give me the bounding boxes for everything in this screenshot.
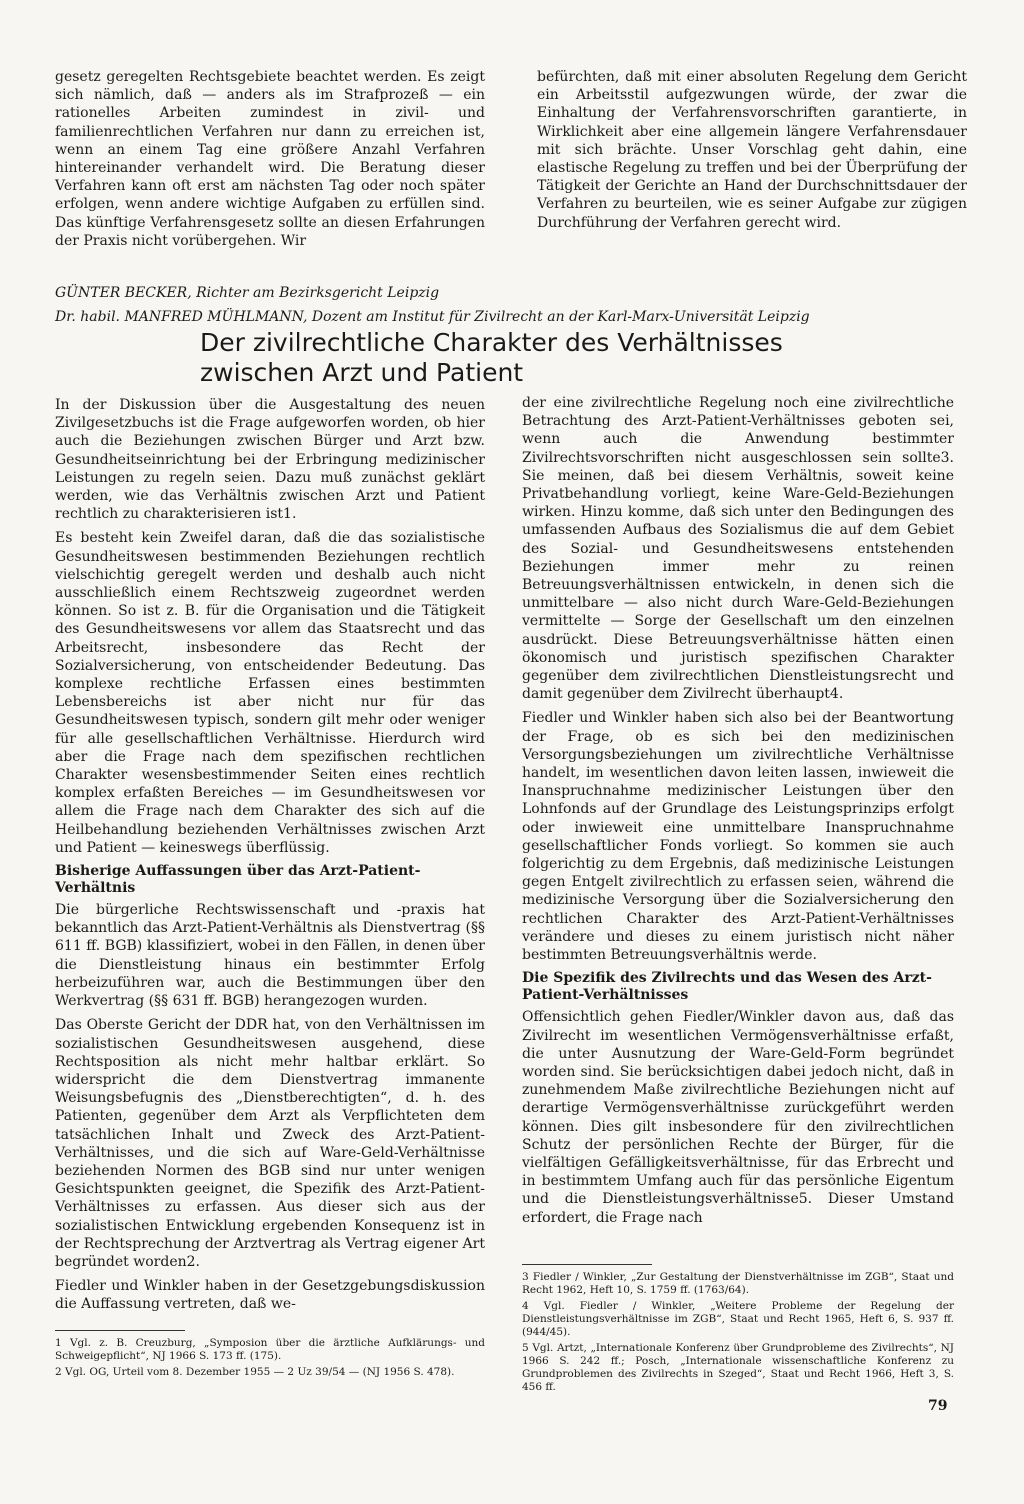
section-heading: Die Spezifik des Zivilrechts und das Wesen des Arzt-Patient-Verhältnisses — [522, 970, 932, 1004]
paragraph: Es besteht kein Zweifel daran, daß die das sozialistische Gesundheitswesen bestimmenden Beziehungen rechtlich vielschichtig geregelt werden und deshalb auch nicht ausschließlich einem Rechtszweig zugeordnet werden können. So ist z. B. für die Organisation und die Tätigkeit des Gesundheitswesens vor allem das Staatsrecht und das Arbeitsrecht, insbesondere das Recht der Sozialversicherung, von entscheidender Bedeutung. Das komplexe rechtliche Erfassen eines bestimmten Lebensbereichs ist aber nicht nur für das Gesundheitswesen typisch, sondern gilt mehr oder weniger für alle gesellschaftlichen Verhältnisse. Hierdurch wird aber die Frage nach dem spezifischen rechtlichen Charakter wesensbestimmender Seiten eines rechtlich komplex erfaßten Bereiches — im Gesundheitswesen vor allem die Frage nach dem Charakter des sich auf die Heilbehandlung beziehenden Verhältnisses zwischen Arzt und Patient — keineswegs überflüssig. — [55, 530, 485, 856]
footnotes-left — [55, 1322, 485, 1382]
paragraph: der eine zivilrechtliche Regelung noch eine zivilrechtliche Betrachtung des Arzt-Patient-Verhältnisses geboten sei, wenn auch die Anwendung bestimmter Zivilrechtsvorschriften nicht ausgeschlossen sein sollte3. Sie meinen, daß bei diesem Verhältnis, soweit keine Privatbehandlung vorliegt, keine Ware-Geld-Beziehungen wirken. Hinzu komme, daß sich unter den Bedingungen des umfassenden Aufbaus des Sozialismus die auf dem Gebiet des Sozial- und Gesundheitswesens entstehenden Beziehungen immer mehr zu reinen Betreuungsverhältnissen entwickeln, in denen sich die unmittelbare — also nicht durch Ware-Geld-Beziehungen vermittelte — Sorge der Gesellschaft um den einzelnen ausdrückt. Diese Betreuungsverhältnisse hätten einen ökonomisch und juristisch spezifischen Charakter gegenüber dem zivilrechtlichen Dienstleistungsrecht und damit gegenüber dem Zivilrecht überhaupt4. — [522, 395, 954, 703]
footnote: 4 Vgl. Fiedler / Winkler, „Weitere Probleme der Regelung der Dienstleistungsverhältnisse im ZGB“, Staat und Recht 1965, Heft 6, S. 937 ff. (944/45). — [522, 1300, 954, 1338]
footnotes-right — [522, 1256, 954, 1397]
paragraph: In der Diskussion über die Ausgestaltung des neuen Zivilgesetzbuchs ist die Frage aufgeworfen worden, ob hier auch die Beziehungen zwischen Bürger und Arzt bzw. Gesundheitseinrichtung bei der Erbringung medizinischer Leistungen zu regeln seien. Dazu muß zunächst geklärt werden, wie das Verhältnis zwischen Arzt und Patient rechtlich zu charakterisieren ist1. — [55, 397, 485, 523]
article-title — [200, 328, 820, 388]
footnote-divider — [55, 1330, 185, 1331]
footnote: 2 Vgl. OG, Urteil vom 8. Dezember 1955 — 2 Uz 39/54 — (NJ 1956 S. 478). — [55, 1366, 455, 1378]
article-title-line-1: Der zivilrechtliche Charakter des Verhältnisses — [200, 328, 783, 357]
top-right-paragraph: befürchten, daß mit einer absoluten Regelung dem Gericht ein Arbeitsstil aufgezwungen würde, der zwar die Einhaltung der Verfahrensvorschriften garantierte, in Wirklichkeit aber eine allgemein längere Verfahrensdauer mit sich brächte. Unser Vorschlag geht dahin, eine elastische Regelung zu treffen und bei der Überprüfung der Tätigkeit der Gerichte an Hand der Durchschnittsdauer der Verfahren zu beurteilen, wie es seiner Aufgabe zur zügigen Durchführung der Verfahren gerecht wird. — [537, 69, 967, 231]
author-line-1: GÜNTER BECKER, Richter am Bezirksgericht Leipzig — [55, 285, 440, 301]
footnote: 5 Vgl. Artzt, „Internationale Konferenz über Grundprobleme des Zivilrechts“, NJ 1966 S. 242 ff.; Posch, „Internationale wissenschaftliche Konferenz zu Grundproblemen des Zivilrechts in Szeged“, Staat und Recht 1966, Heft 3, S. 456 ff. — [522, 1342, 954, 1393]
author-line-2: Dr. habil. MANFRED MÜHLMANN, Dozent am Institut für Zivilrecht an der Karl-Marx-Universität Leipzig — [55, 309, 810, 325]
paragraph: Fiedler und Winkler haben in der Gesetzgebungsdiskussion die Auffassung vertreten, daß we- — [55, 1278, 485, 1313]
footnote-divider — [522, 1264, 652, 1265]
top-left-column — [55, 68, 485, 256]
body-left-column — [55, 396, 485, 1320]
paragraph: Das Oberste Gericht der DDR hat, von den Verhältnissen im sozialistischen Gesundheitswesen ausgehend, diese Rechtsposition als nicht mehr haltbar erklärt. So widerspricht die dem Dienstvertrag immanente Weisungsbefugnis des „Dienstberechtigten“, d. h. des Patienten, gegenüber dem Arzt als Verpflichteten dem tatsächlichen Inhalt und Zweck des Arzt-Patient-Verhältnisses, und die sich auf Ware-Geld-Verhältnisse beziehenden Normen des BGB sind nur unter wenigen Gesichtspunkten geeignet, die Spezifik des Arzt-Patient-Verhältnisses zu erfassen. Aus dieser sich aus der sozialistischen Entwicklung ergebenden Konsequenz ist in der Rechtsprechung der Arztvertrag als Vertrag eigener Art begründet worden2. — [55, 1017, 485, 1270]
article-title-line-2: zwischen Arzt und Patient — [200, 358, 524, 387]
paragraph: Offensichtlich gehen Fiedler/Winkler davon aus, daß das Zivilrecht im wesentlichen Vermögensverhältnisse erfaßt, die unter Ausnutzung der Ware-Geld-Form begründet worden sind. Sie berücksichtigen dabei jedoch nicht, daß in zunehmendem Maße zivilrechtliche Beziehungen nicht auf derartige Vermögensverhältnisse zurückgeführt werden können. Dies gilt insbesondere für den zivilrechtlichen Schutz der persönlichen Rechte der Bürger, für die vielfältigen Gefälligkeitsverhältnisse, für das Erbrecht und in bestimmtem Umfang auch für das persönliche Eigentum und die Dienstleistungsverhältnisse5. Dieser Umstand erfordert, die Frage nach — [522, 1009, 954, 1226]
footnote: 3 Fiedler / Winkler, „Zur Gestaltung der Dienstverhältnisse im ZGB“, Staat und Recht 1962, Heft 10, S. 1759 ff. (1763/64). — [522, 1271, 954, 1296]
footnote: 1 Vgl. z. B. Creuzburg, „Symposion über die ärztliche Aufklärungs- und Schweigepflicht“, NJ 1966 S. 173 ff. (175). — [55, 1337, 485, 1362]
page-number: 79 — [928, 1398, 948, 1414]
section-heading: Bisherige Auffassungen über das Arzt-Patient-Verhältnis — [55, 863, 421, 897]
paragraph: Die bürgerliche Rechtswissenschaft und -praxis hat bekanntlich das Arzt-Patient-Verhältnis als Dienstvertrag (§§ 611 ff. BGB) klassifiziert, wobei in den Fällen, in denen über die Dienstleistung hinaus ein bestimmter Erfolg herbeizuführen war, auch die Bestimmungen über den Werkvertrag (§§ 631 ff. BGB) herangezogen wurden. — [55, 902, 485, 1010]
author-block — [55, 281, 955, 329]
top-right-column — [537, 68, 967, 238]
top-left-paragraph: gesetz geregelten Rechtsgebiete beachtet werden. Es zeigt sich nämlich, daß — anders als im Strafprozeß — ein rationelles Arbeiten zumindest in zivil- und familienrechtlichen Verfahren nur dann zu erreichen ist, wenn an einem Tag eine größere Anzahl Verfahren hintereinander verhandelt wird. Die Beratung dieser Verfahren kann oft erst am nächsten Tag oder noch später erfolgen, wenn andere wichtige Aufgaben zu erfüllen sind. Das künftige Verfahrensgesetz sollte an diesen Erfahrungen der Praxis nicht vorübergehen. Wir — [55, 69, 485, 249]
body-right-column — [522, 394, 954, 1233]
paragraph: Fiedler und Winkler haben sich also bei der Beantwortung der Frage, ob es sich bei den medizinischen Versorgungsbeziehungen um zivilrechtliche Verhältnisse handelt, im wesentlichen davon leiten lassen, inwieweit die Inanspruchnahme medizinischer Leistungen über den Lohnfonds auf der Grundlage des Leistungsprinzips erfolgt oder inwieweit eine unmittelbare Inanspruchnahme gesellschaftlicher Fonds vorliegt. So kommen sie auch folgerichtig zu dem Ergebnis, daß medizinische Leistungen gegen Entgelt zivilrechtlich zu erfassen seien, während die medizinische Versorgung über die Sozialversicherung den rechtlichen Charakter des Arzt-Patient-Verhältnisses verändere und dieses zu einem juristisch nicht näher bestimmten Betreuungsverhältnis werde. — [522, 710, 954, 964]
